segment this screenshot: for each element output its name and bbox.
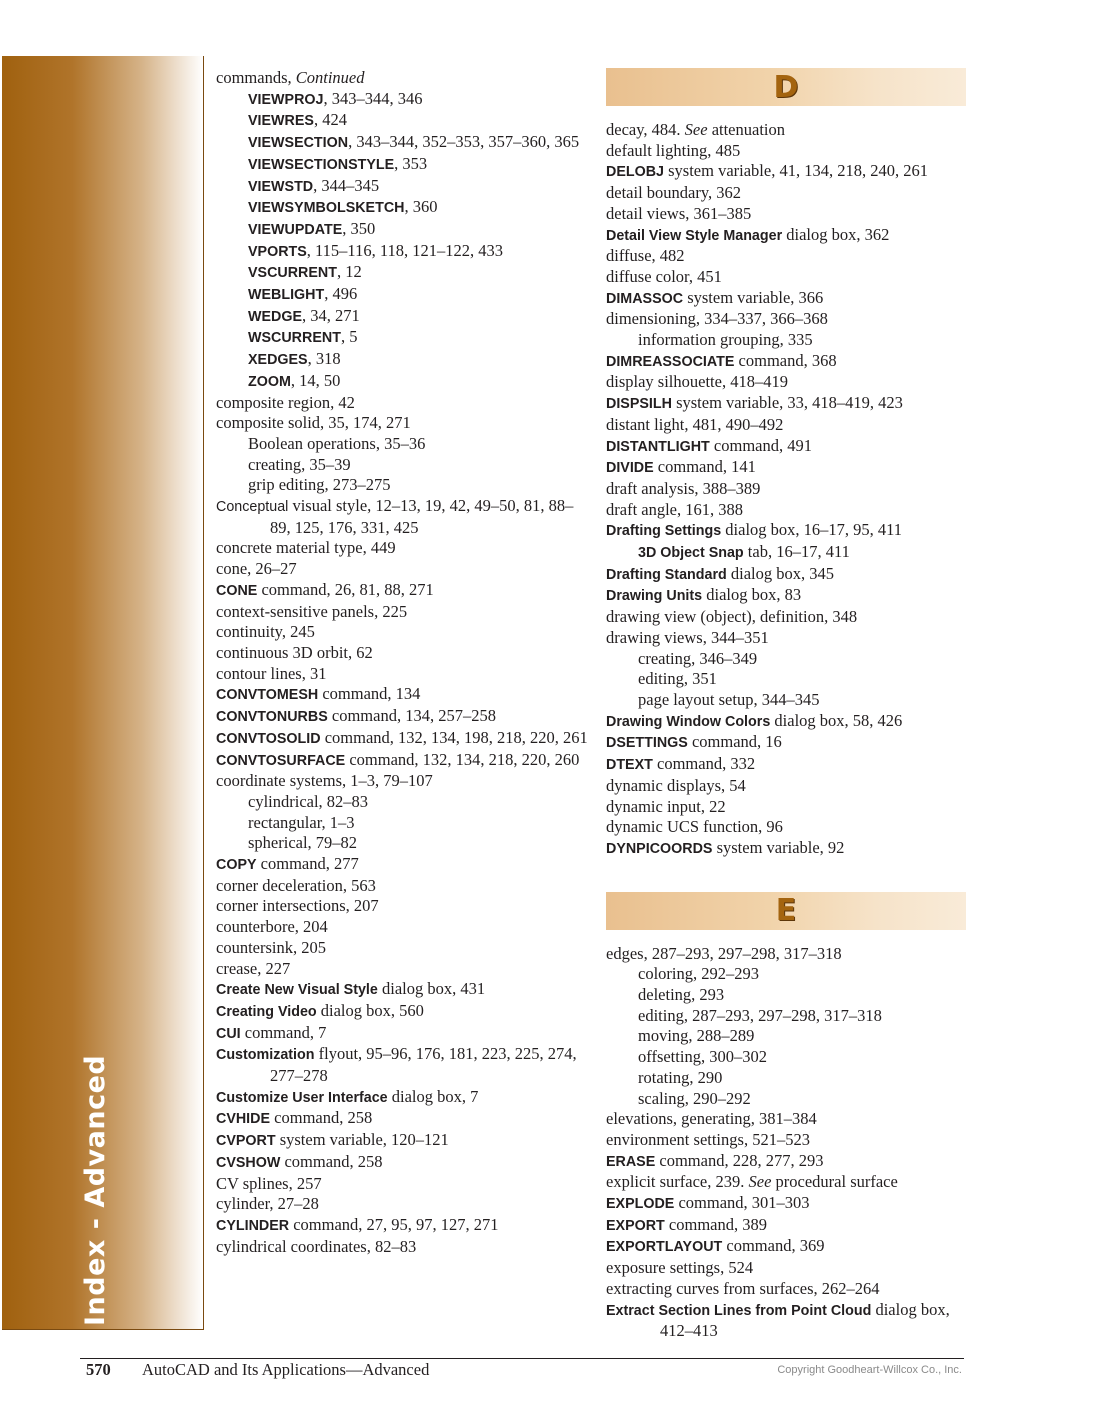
index-subentry — [606, 1006, 966, 1027]
index-text: dialog box, 16–17, 95, 411 — [721, 520, 903, 540]
index-text: , 353 — [394, 153, 428, 173]
index-text: , 343–344, 352–353, 357–360, 365 — [348, 132, 580, 152]
index-term-command: Drawing Units — [606, 588, 703, 605]
index-subentry — [216, 132, 588, 154]
index-subentry — [216, 306, 588, 328]
index-term-command: Drafting Standard — [606, 566, 727, 583]
index-text: default lighting, 485 — [606, 140, 741, 160]
section-letter: D — [773, 69, 799, 105]
index-entry — [606, 267, 966, 288]
index-subentry — [216, 110, 588, 132]
index-entry — [216, 622, 588, 643]
index-term-command: VIEWSYMBOLSKETCH — [248, 200, 405, 217]
index-term-italic: Continued — [295, 68, 365, 87]
side-tab-label: Index - Advanced — [80, 1054, 111, 1326]
index-subentry — [216, 89, 588, 111]
index-entry — [606, 564, 966, 586]
index-subentry — [216, 475, 588, 496]
index-entry — [606, 225, 966, 247]
index-text: draft angle, 161, 388 — [606, 499, 744, 519]
index-subentry — [216, 371, 588, 393]
index-text: drawing view (object), definition, 348 — [606, 607, 858, 627]
index-entry — [216, 538, 588, 559]
index-entry — [606, 1109, 966, 1130]
index-subentry — [216, 455, 588, 476]
index-text: explicit surface, 239. — [606, 1172, 749, 1192]
index-term-command: VIEWUPDATE — [248, 221, 343, 238]
index-entry — [606, 141, 966, 162]
index-term-command: Creating Video — [216, 1003, 317, 1020]
index-term-command: VIEWSTD — [248, 178, 314, 195]
section-letter-band — [606, 68, 966, 106]
index-entry — [606, 372, 966, 393]
index-text: command, 7 — [240, 1022, 327, 1042]
index-entry — [606, 351, 966, 373]
index-term-command: VIEWSECTIONSTYLE — [248, 156, 395, 173]
index-entry — [216, 896, 588, 917]
index-term-command: DIMASSOC — [606, 290, 684, 307]
index-text: system variable, 33, 418–419, 423 — [671, 393, 903, 413]
copyright-notice: Copyright Goodheart-Willcox Co., Inc. — [777, 1364, 962, 1376]
index-text: decay, 484. — [606, 120, 685, 139]
index-text: rectangular, 1–3 — [248, 812, 355, 832]
index-term-command: VIEWPROJ — [248, 91, 324, 108]
index-text: page layout setup, 344–345 — [638, 689, 820, 709]
index-subentry — [606, 690, 966, 711]
index-term-command: EXPLODE — [606, 1196, 675, 1213]
index-text: command, 389 — [664, 1214, 767, 1234]
index-text: dialog box, 431 — [377, 979, 486, 999]
index-entry — [606, 1130, 966, 1151]
index-text: diffuse, 482 — [606, 246, 685, 266]
index-entry — [606, 415, 966, 436]
index-subentry — [216, 197, 588, 219]
index-text: procedural surface — [771, 1172, 898, 1192]
index-entry — [216, 959, 588, 980]
index-text: contour lines, 31 — [216, 663, 327, 683]
index-term-command: Customize User Interface — [216, 1089, 388, 1106]
index-entry — [216, 496, 588, 538]
index-text: cone, 26–27 — [216, 559, 297, 579]
index-text: commands, — [216, 68, 296, 87]
index-text: countersink, 205 — [216, 937, 326, 957]
index-term-command: CUI — [216, 1025, 241, 1042]
index-subentry — [216, 327, 588, 349]
index-text: offsetting, 300–302 — [638, 1047, 767, 1067]
index-entry — [216, 1174, 588, 1195]
index-term-command: DELOBJ — [606, 164, 664, 181]
index-term-command: Detail View Style Manager — [606, 227, 783, 244]
index-entry — [606, 1193, 966, 1215]
index-text: command, 16 — [687, 732, 782, 752]
index-entry — [606, 1279, 966, 1300]
index-term-command: CONVTOSOLID — [216, 730, 321, 747]
index-text: command, 134 — [318, 684, 421, 704]
index-text: editing, 351 — [638, 669, 717, 689]
index-text: edges, 287–293, 297–298, 317–318 — [606, 943, 842, 963]
index-entry — [216, 1001, 588, 1023]
index-term-command: CONVTONURBS — [216, 709, 328, 726]
index-entry — [606, 607, 966, 628]
index-text: Conceptual — [216, 499, 289, 516]
index-text: command, 228, 277, 293 — [655, 1150, 824, 1170]
index-term-command: VPORTS — [248, 243, 307, 260]
index-subentry — [216, 284, 588, 306]
index-term-command: EXPORTLAYOUT — [606, 1239, 723, 1256]
index-subentry — [216, 349, 588, 371]
index-entry — [216, 1108, 588, 1130]
index-text: flyout, 95–96, 176, 181, 223, 225, 274, 277–278 — [270, 1044, 577, 1086]
index-text: corner intersections, 207 — [216, 896, 379, 916]
index-text: dialog box, 412–413 — [660, 1299, 950, 1341]
index-text: creating, 346–349 — [638, 648, 758, 668]
index-text: distant light, 481, 490–492 — [606, 414, 784, 434]
index-text: , 14, 50 — [290, 370, 341, 390]
index-text: command, 141 — [653, 457, 756, 477]
index-text: coloring, 292–293 — [638, 964, 759, 984]
index-text: deleting, 293 — [638, 985, 725, 1005]
index-subentry — [216, 219, 588, 241]
index-term-command: VIEWSECTION — [248, 135, 349, 152]
index-entry — [216, 1237, 588, 1258]
index-text: grip editing, 273–275 — [248, 475, 391, 495]
index-text: command, 258 — [270, 1108, 373, 1128]
index-subentry — [606, 985, 966, 1006]
index-text: , 424 — [313, 110, 347, 130]
index-subentry — [216, 813, 588, 834]
index-text: dialog box, 83 — [702, 585, 802, 605]
index-entry — [606, 817, 966, 838]
index-entry — [606, 161, 966, 183]
page-number: 570 — [86, 1360, 111, 1379]
index-term-command: ZOOM — [248, 373, 291, 390]
index-subentry — [606, 964, 966, 985]
index-text: CV splines, 257 — [216, 1173, 322, 1193]
index-text: rotating, 290 — [638, 1067, 723, 1087]
index-text: , 12 — [336, 262, 362, 282]
index-text: dynamic input, 22 — [606, 796, 726, 816]
index-entry — [606, 1172, 966, 1193]
index-text: cylinder, 27–28 — [216, 1194, 319, 1214]
index-entry — [606, 838, 966, 860]
index-entry — [606, 436, 966, 458]
index-entry — [216, 1044, 588, 1086]
index-text: command, 301–303 — [674, 1193, 810, 1213]
index-entry — [216, 1023, 588, 1045]
index-text: command, 258 — [280, 1151, 383, 1171]
index-entry — [606, 1151, 966, 1173]
index-text: cylindrical, 82–83 — [248, 791, 369, 811]
index-entry — [216, 854, 588, 876]
index-text: extracting curves from surfaces, 262–264 — [606, 1278, 880, 1298]
index-text: cylindrical coordinates, 82–83 — [216, 1236, 417, 1256]
index-term-command: VSCURRENT — [248, 265, 337, 282]
index-term-command: Create New Visual Style — [216, 982, 378, 999]
index-term-command: WEBLIGHT — [248, 287, 325, 304]
index-text: , 5 — [340, 327, 358, 347]
index-entry — [606, 520, 966, 542]
index-entry — [216, 728, 588, 750]
index-entry — [216, 602, 588, 623]
index-text: detail views, 361–385 — [606, 203, 752, 223]
index-text: , 343–344, 346 — [323, 88, 423, 108]
index-text: , 360 — [404, 197, 438, 217]
index-text: , 496 — [324, 284, 358, 304]
index-text: dialog box, 7 — [387, 1086, 479, 1106]
index-entry — [606, 500, 966, 521]
index-term-italic: See — [748, 1172, 772, 1192]
index-entry — [606, 1300, 966, 1342]
index-text: scaling, 290–292 — [638, 1088, 751, 1108]
index-subentry — [216, 833, 588, 854]
index-term-command: DISPSILH — [606, 396, 672, 413]
index-entry — [606, 776, 966, 797]
index-term-command: WSCURRENT — [248, 330, 341, 347]
index-term-command: DISTANTLIGHT — [606, 438, 710, 455]
index-entry — [606, 628, 966, 649]
index-text: continuous 3D orbit, 62 — [216, 642, 373, 662]
index-text: continuity, 245 — [216, 622, 315, 642]
index-term-command: DTEXT — [606, 757, 653, 774]
index-subentry — [606, 1026, 966, 1047]
index-term-command: DIMREASSOCIATE — [606, 353, 735, 370]
index-text: editing, 287–293, 297–298, 317–318 — [638, 1005, 882, 1025]
index-text: , 115–116, 118, 121–122, 433 — [306, 240, 503, 260]
index-text: counterbore, 204 — [216, 917, 328, 937]
index-subentry — [606, 1068, 966, 1089]
index-text: command, 277 — [256, 854, 359, 874]
index-term-command: CVPORT — [216, 1133, 276, 1150]
index-text: information grouping, 335 — [638, 330, 813, 350]
index-text: corner deceleration, 563 — [216, 875, 376, 895]
index-text: command, 368 — [734, 350, 837, 370]
index-term-command: DIVIDE — [606, 460, 654, 477]
index-subentry — [606, 649, 966, 670]
index-text: dialog box, 58, 426 — [770, 710, 903, 730]
index-subentry — [606, 669, 966, 690]
index-entry — [216, 706, 588, 728]
index-text: spherical, 79–82 — [248, 833, 358, 853]
index-text: system variable, 366 — [683, 287, 824, 307]
index-entry — [606, 944, 966, 965]
index-text: command, 27, 95, 97, 127, 271 — [289, 1214, 499, 1234]
index-term-command: CONVTOMESH — [216, 687, 319, 704]
index-term-command: Drafting Settings — [606, 523, 722, 540]
index-text: command, 332 — [652, 754, 756, 774]
index-term-command: EXPORT — [606, 1217, 665, 1234]
index-subentry — [606, 330, 966, 351]
index-text: detail boundary, 362 — [606, 183, 742, 203]
index-term-command: CVSHOW — [216, 1154, 281, 1171]
index-entry — [606, 393, 966, 415]
index-entry — [606, 732, 966, 754]
index-entry — [606, 309, 966, 330]
index-term-command: CYLINDER — [216, 1217, 290, 1234]
index-term-command: XEDGES — [248, 352, 308, 369]
index-term-command: DYNPICOORDS — [606, 840, 713, 857]
index-entry — [216, 1130, 588, 1152]
footer-rule — [80, 1358, 964, 1359]
index-entry — [216, 1152, 588, 1174]
index-entry — [216, 684, 588, 706]
section-letter-band — [606, 892, 966, 930]
index-entry — [606, 183, 966, 204]
index-entry — [606, 288, 966, 310]
index-entry — [606, 1236, 966, 1258]
index-text: system variable, 92 — [712, 837, 845, 857]
index-entry — [216, 68, 588, 89]
index-term-command: CVHIDE — [216, 1111, 271, 1128]
index-subentry — [216, 434, 588, 455]
index-entry — [606, 711, 966, 733]
index-term-command: WEDGE — [248, 308, 303, 325]
index-term-command: Drawing Window Colors — [606, 713, 771, 730]
index-text: , 350 — [342, 218, 376, 238]
index-subentry — [216, 154, 588, 176]
index-entry — [216, 771, 588, 792]
index-entry — [216, 664, 588, 685]
index-text: , 344–345 — [313, 175, 380, 195]
index-text: crease, 227 — [216, 958, 291, 978]
index-text: system variable, 41, 134, 218, 240, 261 — [664, 161, 928, 181]
index-subentry — [606, 542, 966, 564]
index-text: visual style, 12–13, 19, 42, 49–50, 81, 88–89, 125, 176, 331, 425 — [270, 496, 574, 537]
index-entry — [606, 1215, 966, 1237]
index-column-right — [606, 68, 966, 1342]
index-entry — [216, 559, 588, 580]
index-text: attenuation — [707, 120, 785, 139]
index-entry — [216, 393, 588, 414]
index-text: creating, 35–39 — [248, 454, 351, 474]
index-subentry — [606, 1089, 966, 1110]
index-text: composite region, 42 — [216, 392, 355, 412]
index-text: coordinate systems, 1–3, 79–107 — [216, 771, 433, 791]
index-entry — [216, 876, 588, 897]
index-term-italic: See — [684, 120, 708, 139]
index-text: , 34, 271 — [302, 305, 360, 325]
index-term-command: Extract Section Lines from Point Cloud — [606, 1302, 872, 1319]
index-text: moving, 288–289 — [638, 1026, 755, 1046]
index-entry — [216, 580, 588, 602]
index-text: dynamic displays, 54 — [606, 775, 746, 795]
index-subentry — [216, 176, 588, 198]
index-entry — [606, 120, 966, 141]
index-text: , 318 — [307, 349, 341, 369]
index-text: environment settings, 521–523 — [606, 1129, 810, 1149]
index-entry — [216, 1087, 588, 1109]
book-title: AutoCAD and Its Applications—Advanced — [142, 1360, 430, 1379]
index-entry — [606, 585, 966, 607]
index-term-command: Customization — [216, 1047, 315, 1064]
index-entry — [216, 938, 588, 959]
index-entry — [216, 413, 588, 434]
index-text: dialog box, 362 — [782, 224, 890, 244]
index-entry — [606, 479, 966, 500]
index-term-command: VIEWRES — [248, 113, 314, 130]
index-entry — [606, 204, 966, 225]
index-text: drawing views, 344–351 — [606, 627, 769, 647]
index-text: concrete material type, 449 — [216, 538, 396, 558]
index-text: elevations, generating, 381–384 — [606, 1109, 817, 1129]
index-subentry — [216, 792, 588, 813]
index-text: draft analysis, 388–389 — [606, 478, 761, 498]
index-text: dimensioning, 334–337, 366–368 — [606, 309, 828, 329]
index-text: dialog box, 345 — [726, 563, 834, 583]
index-entry — [606, 754, 966, 776]
index-entry — [606, 1258, 966, 1279]
index-entry — [216, 979, 588, 1001]
index-subentry — [606, 1047, 966, 1068]
index-subentry — [216, 262, 588, 284]
index-text: dynamic UCS function, 96 — [606, 817, 783, 837]
index-entry — [216, 917, 588, 938]
index-entry — [216, 1215, 588, 1237]
index-subentry — [216, 241, 588, 263]
index-entry — [606, 457, 966, 479]
index-text: exposure settings, 524 — [606, 1258, 754, 1278]
index-text: tab, 16–17, 411 — [743, 542, 850, 562]
index-text: command, 132, 134, 218, 220, 260 — [345, 749, 580, 769]
index-text: display silhouette, 418–419 — [606, 372, 788, 392]
index-entry — [216, 1194, 588, 1215]
index-term-command: CONVTOSURFACE — [216, 752, 346, 769]
index-text: command, 369 — [722, 1236, 825, 1256]
index-text: command, 132, 134, 198, 218, 220, 261 — [320, 727, 588, 747]
index-term-command: 3D Object Snap — [638, 545, 744, 562]
index-text: system variable, 120–121 — [275, 1130, 449, 1150]
index-entry — [216, 643, 588, 664]
index-entry — [606, 797, 966, 818]
index-column-left — [216, 68, 588, 1257]
index-term-command: ERASE — [606, 1153, 656, 1170]
index-text: command, 26, 81, 88, 271 — [257, 579, 434, 599]
section-gap — [606, 860, 966, 892]
index-term-command: COPY — [216, 857, 257, 874]
section-letter: E — [775, 893, 797, 929]
index-text: composite solid, 35, 174, 271 — [216, 413, 411, 433]
index-term-command: DSETTINGS — [606, 735, 688, 752]
index-term-command: CONE — [216, 582, 258, 599]
index-text: command, 491 — [709, 435, 812, 455]
index-text: diffuse color, 451 — [606, 266, 722, 286]
index-entry — [216, 750, 588, 772]
index-text: command, 134, 257–258 — [327, 706, 496, 726]
index-text: Boolean operations, 35–36 — [248, 433, 426, 453]
index-text: context-sensitive panels, 225 — [216, 601, 408, 621]
index-text: dialog box, 560 — [316, 1000, 424, 1020]
index-entry — [606, 246, 966, 267]
